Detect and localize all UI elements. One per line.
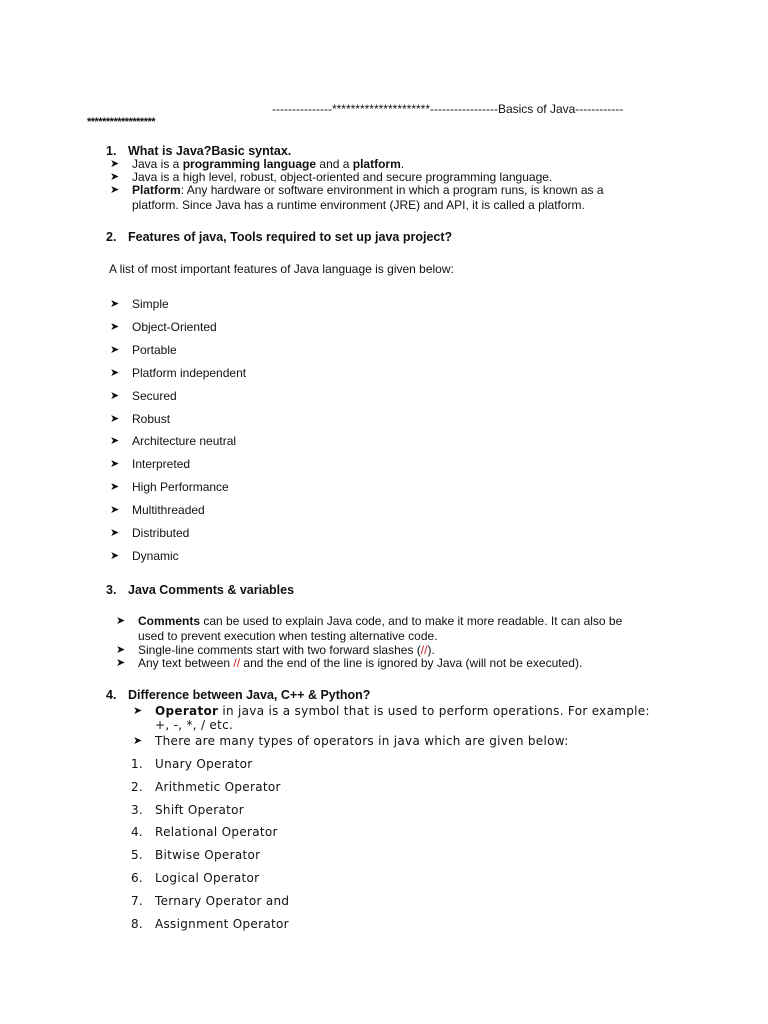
arrowhead-bullet-icon: ➤ (110, 184, 120, 196)
arrowhead-bullet-icon: ➤ (110, 412, 120, 425)
text: can be used to explain Java code, and to make it more readable. It can also be (200, 614, 623, 628)
section-number: 4. (106, 688, 117, 702)
section-1-heading (106, 144, 291, 158)
arrowhead-bullet-icon: ➤ (116, 644, 126, 656)
feature-label: Secured (132, 388, 177, 403)
feature-label: Dynamic (132, 548, 179, 563)
list-number: 7. (131, 893, 144, 908)
operator-list-item (131, 848, 260, 862)
list-number: 8. (131, 916, 144, 931)
feature-list-item (110, 411, 171, 426)
arrowhead-bullet-icon: ➤ (110, 435, 120, 448)
list-number: 3. (131, 802, 144, 817)
section-2-heading (106, 230, 452, 244)
arrowhead-bullet-icon: ➤ (133, 705, 143, 717)
arrowhead-bullet-icon: ➤ (110, 298, 120, 310)
arrowhead-bullet-icon: ➤ (110, 343, 120, 356)
operator-list-item (131, 757, 253, 771)
arrowhead-bullet-icon: ➤ (133, 735, 143, 747)
document-title-continuation: ****************** (87, 116, 156, 128)
feature-label: Multithreaded (132, 503, 205, 518)
section-title: Java Comments & variables (128, 583, 295, 597)
operator-list-item (131, 825, 278, 839)
section-number: 2. (106, 230, 117, 244)
feature-label: Portable (132, 342, 177, 357)
list-item (133, 734, 569, 748)
section-title: What is Java?Basic syntax. (128, 144, 292, 158)
text: : Any hardware or software environment in which a program runs, is known as a (180, 183, 604, 197)
operator-label: Shift Operator (155, 802, 245, 817)
feature-label: Simple (132, 297, 169, 311)
list-number: 6. (131, 871, 144, 885)
list-item (116, 614, 623, 628)
feature-list-item (110, 526, 190, 540)
text: Java is a high level, robust, object-oriented and secure programming language. (132, 170, 553, 184)
text: Any text between (138, 656, 234, 670)
list-number: 4. (131, 825, 144, 840)
feature-list-item (110, 548, 179, 563)
text: ). (427, 643, 435, 657)
operator-list-item (131, 894, 289, 908)
arrowhead-bullet-icon: ➤ (116, 657, 126, 669)
operator-label: Assignment Operator (155, 916, 289, 931)
feature-list-item (110, 365, 247, 380)
text: There are many types of operators in java which are given below: (155, 734, 569, 748)
arrowhead-bullet-icon: ➤ (110, 366, 120, 379)
arrowhead-bullet-icon: ➤ (110, 320, 120, 333)
list-item-continuation: +, -, *, / etc. (155, 718, 234, 732)
operator-label: Arithmetic Operator (155, 779, 281, 794)
text: . (400, 157, 405, 171)
feature-list-item (110, 480, 229, 495)
bold-text: Comments (138, 614, 201, 628)
text: in java is a symbol that is used to perform operations. For example: (218, 704, 650, 718)
operator-label: Relational Operator (155, 825, 278, 840)
features-intro: A list of most important features of Java language is given below: (109, 262, 454, 276)
arrowhead-bullet-icon: ➤ (110, 504, 120, 517)
feature-list-item (110, 457, 191, 472)
operator-label: Bitwise Operator (155, 848, 261, 863)
feature-list-item (110, 434, 237, 449)
list-item (116, 656, 583, 670)
document-title: ---------------*********************-----------------Basics of Java------------ (272, 102, 624, 116)
feature-label: Interpreted (132, 457, 191, 472)
code-text: // (420, 643, 428, 657)
operator-label: Logical Operator (155, 871, 260, 885)
arrowhead-bullet-icon: ➤ (110, 158, 120, 170)
bold-text: Operator (155, 704, 219, 718)
feature-list-item (110, 297, 169, 311)
arrowhead-bullet-icon: ➤ (110, 549, 120, 562)
operator-list-item (131, 803, 244, 817)
operator-label: Ternary Operator and (155, 893, 290, 908)
section-title: Features of java, Tools required to set up java project? (128, 230, 453, 244)
section-number: 1. (106, 144, 117, 158)
list-item-continuation: used to prevent execution when testing alternative code. (138, 629, 438, 643)
operator-list-item (131, 917, 289, 931)
list-number: 2. (131, 779, 144, 794)
arrowhead-bullet-icon: ➤ (110, 389, 120, 402)
list-item-continuation: platform. Since Java has a runtime environment (JRE) and API, it is called a platform. (132, 198, 585, 212)
arrowhead-bullet-icon: ➤ (110, 481, 120, 494)
feature-label: Distributed (132, 526, 190, 540)
text: Single-line comments start with two forward slashes ( (138, 643, 421, 657)
arrowhead-bullet-icon: ➤ (110, 527, 120, 539)
arrowhead-bullet-icon: ➤ (116, 615, 126, 627)
feature-label: Object-Oriented (132, 319, 217, 334)
operator-label: Unary Operator (155, 757, 253, 771)
feature-list-item (110, 342, 177, 357)
arrowhead-bullet-icon: ➤ (110, 458, 120, 471)
text: and the end of the line is ignored by Java (will not be executed). (240, 656, 583, 670)
operator-list-item (131, 780, 281, 794)
bold-text: programming language (182, 157, 317, 171)
list-item (133, 704, 650, 718)
section-4-heading (106, 688, 370, 702)
list-number: 5. (131, 848, 144, 863)
feature-label: Platform independent (132, 365, 247, 380)
code-text: // (233, 656, 241, 670)
section-title: Difference between Java, C++ & Python? (128, 688, 371, 702)
text: Java is a (132, 157, 183, 171)
feature-list-item (110, 503, 205, 518)
feature-label: Robust (132, 411, 171, 426)
bold-text: platform (352, 157, 401, 171)
text: and a (316, 157, 353, 171)
list-number: 1. (131, 757, 144, 771)
section-number: 3. (106, 583, 117, 597)
arrowhead-bullet-icon: ➤ (110, 171, 120, 183)
feature-list-item (110, 388, 177, 403)
bold-text: Platform (132, 183, 181, 197)
feature-label: High Performance (132, 480, 229, 495)
section-3-heading (106, 583, 294, 597)
feature-list-item (110, 319, 217, 334)
operator-list-item (131, 871, 259, 885)
list-item (110, 183, 604, 197)
feature-label: Architecture neutral (132, 434, 237, 449)
